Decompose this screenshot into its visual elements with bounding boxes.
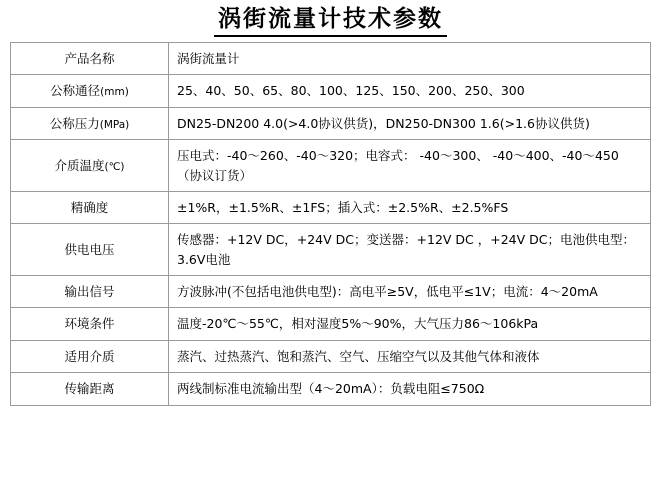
- row-value: 温度-20℃～55℃，相对湿度5%～90%，大气压力86～106kPa: [169, 308, 651, 340]
- row-label-unit: (℃): [104, 160, 125, 173]
- row-value: 两线制标准电流输出型（4～20mA）：负载电阻≤750Ω: [169, 373, 651, 405]
- table-body: [11, 43, 651, 406]
- row-label: [11, 75, 169, 107]
- row-label: [11, 43, 169, 75]
- row-label: [11, 224, 169, 276]
- table-row: [11, 308, 651, 340]
- row-label: [11, 308, 169, 340]
- table-row: [11, 373, 651, 405]
- specifications-table: [10, 42, 651, 406]
- row-label-unit: (MPa): [99, 118, 130, 131]
- table-row: [11, 43, 651, 75]
- row-label-text: 产品名称: [64, 51, 115, 66]
- table-row: [11, 191, 651, 223]
- row-label: [11, 107, 169, 139]
- row-value: 蒸汽、过热蒸汽、饱和蒸汽、空气、压缩空气以及其他气体和液体: [169, 340, 651, 372]
- row-label-text: 适用介质: [64, 348, 115, 364]
- row-label: [11, 276, 169, 308]
- row-value: 25、40、50、65、80、100、125、150、200、250、300: [169, 75, 651, 107]
- row-label: [11, 140, 169, 192]
- row-label: [11, 373, 169, 405]
- row-value: DN25-DN200 4.0(>4.0协议供货)，DN250-DN300 1.6(>1.6协议供货): [169, 107, 651, 139]
- table-row: [11, 340, 651, 372]
- row-label-text: 环境条件: [64, 316, 115, 332]
- row-value: 压电式：-40～260、-40～320；电容式： -40～300、 -40～400、-40～450（协议订货）: [169, 140, 651, 192]
- table-row: [11, 107, 651, 139]
- row-label-text: 公称通径: [50, 83, 101, 99]
- row-label-text: 公称压力: [49, 115, 100, 131]
- row-label-text: 输出信号: [64, 284, 115, 299]
- row-value: 涡街流量计: [169, 43, 651, 75]
- row-label-text: 介质温度: [54, 157, 105, 173]
- row-label-text: 传输距离: [64, 381, 115, 397]
- row-value: 传感器：+12V DC，+24V DC；变送器：+12V DC ，+24V DC；电池供电型：3.6V电池: [169, 224, 651, 276]
- table-row: [11, 75, 651, 107]
- title-container: [0, 0, 661, 40]
- row-label-text: 供电电压: [64, 241, 115, 257]
- row-label: [11, 191, 169, 223]
- table-row: [11, 276, 651, 308]
- row-value: 方波脉冲(不包括电池供电型)：高电平≥5V，低电平≤1V；电流：4～20mA: [169, 276, 651, 308]
- table-row: [11, 224, 651, 276]
- row-label-text: 精确度: [70, 199, 109, 215]
- row-value: ±1%R，±1.5%R、±1FS；插入式：±2.5%R、±2.5%FS: [169, 191, 651, 223]
- table-row: [11, 140, 651, 192]
- row-label: [11, 340, 169, 372]
- row-label-unit: (mm): [100, 86, 129, 99]
- page-title: 涡街流量计技术参数: [214, 5, 447, 37]
